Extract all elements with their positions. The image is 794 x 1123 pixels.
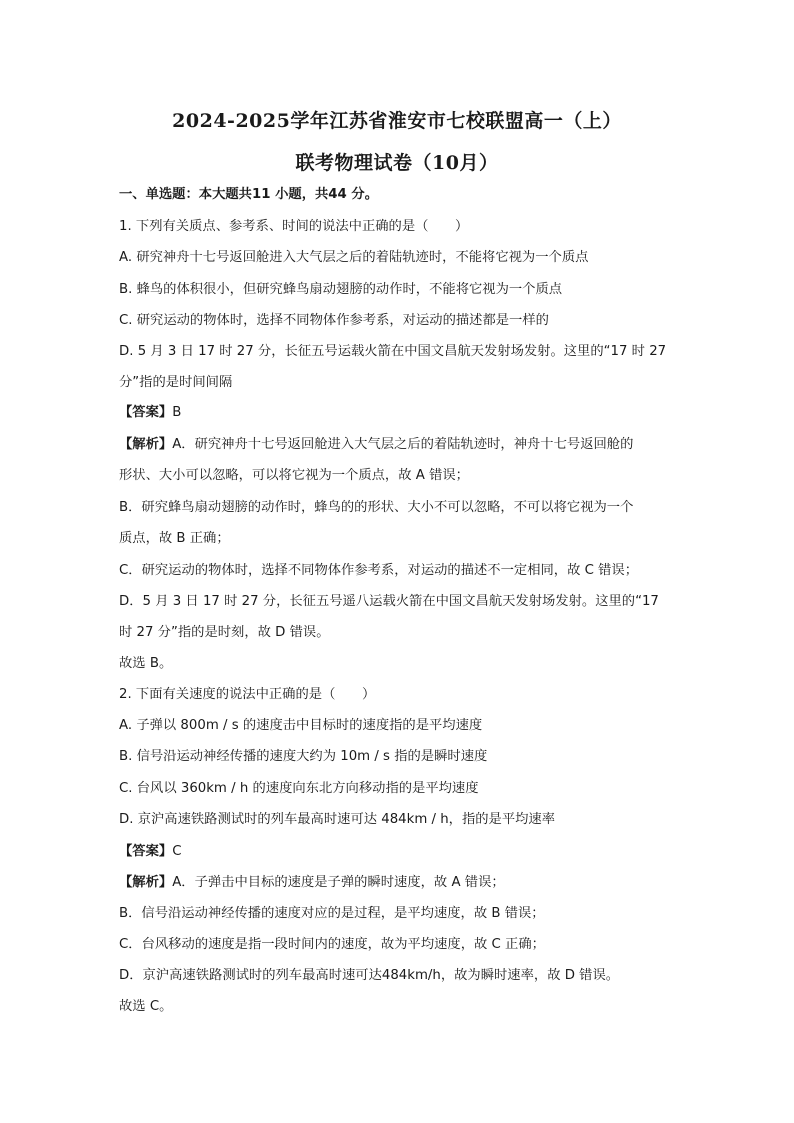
q1-answer xyxy=(119,404,679,422)
q1-analysis-line5: C．研究运动的物体时，选择不同物体作参考系，对运动的描述不一定相同，故 C 错误； xyxy=(119,563,639,578)
q2-analysis-line4: D．京沪高速铁路测试时的列车最高时速可达484km/h，故为瞬时速率，故 D 错误。 xyxy=(119,968,620,983)
q2-analysis-text1: A．子弹击中目标的速度是子弹的瞬时速度，故 A 错误； xyxy=(172,875,505,890)
q2-option-b: B. 信号沿运动神经传播的速度大约为 10m / s 指的是瞬时速度 xyxy=(119,749,488,764)
q1-option-d-line1: D. 5 月 3 日 17 时 27 分，长征五号运载火箭在中国文昌航天发射场发射。这里的“17 时 27 xyxy=(119,344,667,359)
section-heading: 一、单选题：本大题共11 小题，共44 分。 xyxy=(119,187,379,202)
q1-option-c: C. 研究运动的物体时，选择不同物体作参考系，对运动的描述都是一样的 xyxy=(119,313,549,328)
q1-answer-value: B xyxy=(172,405,182,420)
q1-conclusion: 故选 B。 xyxy=(119,656,173,671)
q2-option-d: D. 京沪高速铁路测试时的列车最高时速可达 484km / h，指的是平均速率 xyxy=(119,812,556,827)
q2-stem: 2. 下面有关速度的说法中正确的是（ ） xyxy=(119,687,376,702)
q1-analysis-text1: A．研究神舟十七号返回舱进入大气层之后的着陆轨迹时，神舟十七号返回舱的 xyxy=(172,437,634,452)
q1-analysis-line6: D．5 月 3 日 17 时 27 分，长征五号遥八运载火箭在中国文昌航天发射场发射。这里的“17 xyxy=(119,594,659,609)
q1-analysis-line4: 质点，故 B 正确； xyxy=(119,531,230,546)
q1-analysis-line1 xyxy=(119,436,679,454)
q2-analysis-label: 【解析】 xyxy=(119,875,173,890)
q1-answer-label: 【答案】 xyxy=(119,405,173,420)
q2-answer-value: C xyxy=(172,844,182,859)
q1-analysis-label: 【解析】 xyxy=(119,437,173,452)
q1-analysis-line7: 时 27 分”指的是时刻，故 D 错误。 xyxy=(119,625,330,640)
q2-answer-label: 【答案】 xyxy=(119,844,173,859)
q1-option-d-line2: 分”指的是时间间隔 xyxy=(119,375,233,390)
q2-analysis-line1 xyxy=(119,874,679,892)
q1-option-a: A. 研究神舟十七号返回舱进入大气层之后的着陆轨迹时，不能将它视为一个质点 xyxy=(119,250,589,265)
q1-option-b: B. 蜂鸟的体积很小，但研究蜂鸟扇动翅膀的动作时，不能将它视为一个质点 xyxy=(119,282,563,297)
q2-answer xyxy=(119,843,679,861)
q2-option-c: C. 台风以 360km / h 的速度向东北方向移动指的是平均速度 xyxy=(119,781,479,796)
q2-conclusion: 故选 C。 xyxy=(119,999,173,1014)
q1-analysis-line3: B．研究蜂鸟扇动翅膀的动作时，蜂鸟的的形状、大小不可以忽略，不可以将它视为一个 xyxy=(119,500,634,515)
page-title-line1: 2024-2025学年江苏省淮安市七校联盟高一（上） xyxy=(172,110,622,132)
q2-analysis-line3: C．台风移动的速度是指一段时间内的速度，故为平均速度，故 C 正确； xyxy=(119,937,545,952)
q2-analysis-line2: B．信号沿运动神经传播的速度对应的是过程，是平均速度，故 B 错误； xyxy=(119,906,545,921)
q2-option-a: A. 子弹以 800m / s 的速度击中目标时的速度指的是平均速度 xyxy=(119,718,483,733)
q1-analysis-line2: 形状、大小可以忽略，可以将它视为一个质点，故 A 错误； xyxy=(119,468,469,483)
page-title-line2: 联考物理试卷（10月） xyxy=(295,152,499,174)
q1-stem: 1. 下列有关质点、参考系、时间的说法中正确的是（ ） xyxy=(119,219,469,234)
